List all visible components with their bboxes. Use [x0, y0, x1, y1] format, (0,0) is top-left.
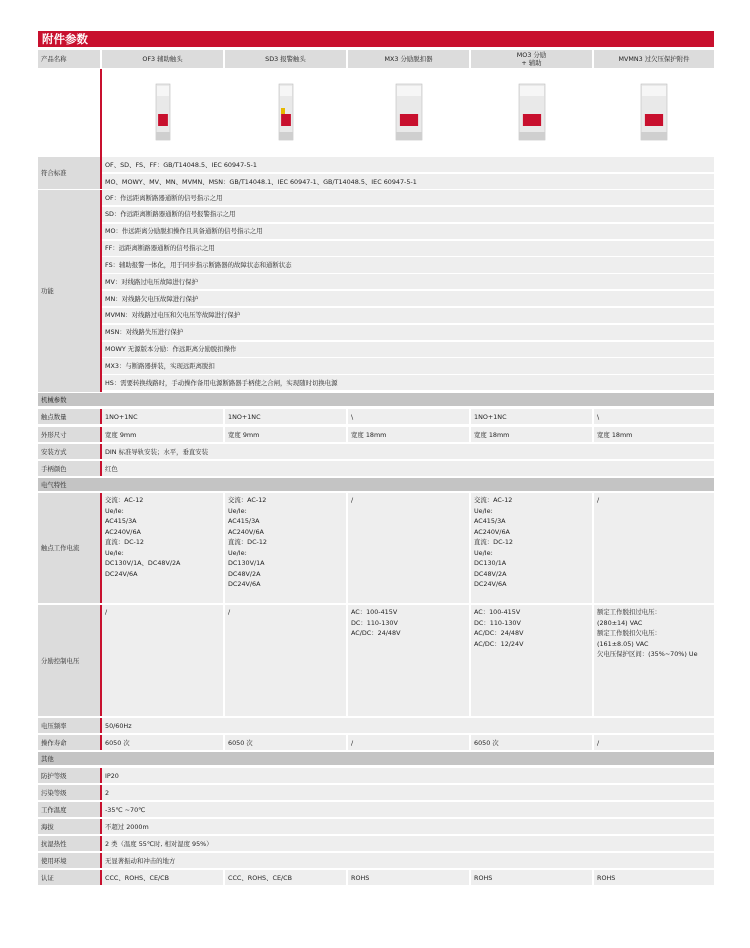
- value-cell: 宽度 9mm: [102, 427, 223, 442]
- value-cell: DIN 标准导轨安装；水平，垂直安装: [102, 444, 714, 459]
- row-label: 抗湿热性: [38, 836, 100, 851]
- product-name-header: MO3 分励 + 辅助: [471, 50, 592, 68]
- value-cell: 6050 次: [102, 735, 223, 750]
- module-device-image: [152, 80, 174, 146]
- contact-current-row: [38, 493, 714, 603]
- function-line: MOWY 无源版本分励：作远距离分励脱扣操作: [102, 342, 714, 357]
- standards-row: [38, 157, 714, 189]
- value-cell: /: [102, 605, 223, 716]
- other-section: [38, 752, 714, 765]
- contact-count-row: [38, 409, 714, 424]
- module-device-image: [275, 80, 297, 146]
- value-cell: /: [225, 605, 346, 716]
- function-line: SD：作远距离断路器通断的信号报警指示之用: [102, 207, 714, 222]
- value-cell: 1NO+1NC: [102, 409, 223, 424]
- function-row: [38, 190, 714, 392]
- value-cell: ROHS: [471, 870, 592, 885]
- product-name-header: MX3 分励脱扣器: [348, 50, 469, 68]
- mechanical-section: [38, 393, 714, 406]
- product-image: [594, 69, 714, 157]
- section-banner: [38, 31, 714, 47]
- row-label: 分励控制电压: [38, 605, 100, 716]
- row-label: 污染等级: [38, 785, 100, 800]
- function-line: FF：远距离断路器通断的信号指示之用: [102, 241, 714, 256]
- section-header: 机械参数: [38, 393, 714, 406]
- value-cell: 宽度 18mm: [471, 427, 592, 442]
- row-label: 操作寿命: [38, 735, 100, 750]
- row-label: 海拔: [38, 819, 100, 834]
- value-cell: 无显著振动和冲击的地方: [102, 853, 714, 868]
- value-cell: /: [594, 735, 714, 750]
- value-cell: IP20: [102, 768, 714, 783]
- product-image: [471, 69, 592, 157]
- value-cell: 额定工作脱扣过电压： (280±14) VAC 额定工作脱扣欠电压： (161±8.05) VAC 欠电压保护区间：(35%~70%) Ue: [594, 605, 714, 716]
- value-cell: /: [348, 493, 469, 603]
- row-label: 工作温度: [38, 802, 100, 817]
- function-line: HS：需要转换线路时，手动操作备用电源断路器手柄使之合闸，实现随时切换电源: [102, 375, 714, 390]
- image-label-blank: [38, 69, 100, 157]
- other-row: [38, 819, 714, 834]
- function-line: MO：作远距离分励脱扣操作且具备通断的信号指示之用: [102, 224, 714, 239]
- module-device-image: [392, 80, 426, 146]
- value-cell: /: [594, 493, 714, 603]
- value-cell: 2 类（温度 55℃时, 相对湿度 95%）: [102, 836, 714, 851]
- section-header: 其他: [38, 752, 714, 765]
- product-image: [225, 69, 346, 157]
- row-label: 使用环境: [38, 853, 100, 868]
- row-label: 符合标准: [38, 157, 100, 189]
- value-cell: 6050 次: [225, 735, 346, 750]
- row-label: 触点数量: [38, 409, 100, 424]
- value-cell: /: [348, 735, 469, 750]
- function-line: MVMN：对线路过电压和欠电压等故障进行保护: [102, 308, 714, 323]
- dimension-row: [38, 427, 714, 442]
- value-cell: 6050 次: [471, 735, 592, 750]
- function-line: MN：对线路欠电压故障进行保护: [102, 291, 714, 306]
- product-name-header: OF3 辅助触头: [102, 50, 223, 68]
- value-cell: ROHS: [594, 870, 714, 885]
- lifetime-row: [38, 735, 714, 750]
- value-cell: 交流：AC-12 Ue/Ie: AC415/3A AC240V/6A 直流：DC-12 Ue/Ie: DC130V/1A、DC48V/2A DC24V/6A: [102, 493, 223, 603]
- value-cell: 1NO+1NC: [471, 409, 592, 424]
- row-label: 手柄颜色: [38, 461, 100, 476]
- function-line: MV：对线路过电压故障进行保护: [102, 274, 714, 289]
- value-cell: AC：100-415V DC：110-130V AC/DC：24/48V AC/DC：12/24V: [471, 605, 592, 716]
- module-device-image: [637, 80, 671, 146]
- value-cell: 2: [102, 785, 714, 800]
- handle-color-row: [38, 461, 714, 476]
- value-cell: 红色: [102, 461, 714, 476]
- value-cell: 宽度 18mm: [348, 427, 469, 442]
- header-row: [38, 50, 714, 68]
- shunt-voltage-row: [38, 605, 714, 716]
- row-label: 认证: [38, 870, 100, 885]
- value-cell: \: [594, 409, 714, 424]
- section-header: 电气特性: [38, 478, 714, 491]
- certification-row: [38, 870, 714, 885]
- section-title: 附件参数: [42, 32, 88, 46]
- product-image: [102, 69, 223, 157]
- function-line: MSN：对线路失压进行保护: [102, 325, 714, 340]
- row-label: 防护等级: [38, 768, 100, 783]
- row-label: 电压频率: [38, 718, 100, 733]
- function-line: OF：作远距离断路器通断的信号指示之用: [102, 190, 714, 205]
- value-cell: -35℃ ~70℃: [102, 802, 714, 817]
- value-cell: AC：100-415V DC：110-130V AC/DC：24/48V: [348, 605, 469, 716]
- value-cell: 50/60Hz: [102, 718, 714, 733]
- function-line: FS：辅助报警一体化，用于同步指示断路器的故障状态和通断状态: [102, 257, 714, 272]
- row-label: 安装方式: [38, 444, 100, 459]
- product-name-header: MVMN3 过欠压保护附件: [594, 50, 714, 68]
- frequency-row: [38, 718, 714, 733]
- product-name-header: SD3 报警触头: [225, 50, 346, 68]
- module-device-image: [515, 80, 549, 146]
- value-cell: ROHS: [348, 870, 469, 885]
- other-row: [38, 802, 714, 817]
- other-row: [38, 768, 714, 783]
- row-label: 触点工作电流: [38, 493, 100, 603]
- value-cell: CCC、ROHS、CE/CB: [225, 870, 346, 885]
- value-cell: CCC、ROHS、CE/CB: [102, 870, 223, 885]
- electrical-section: [38, 478, 714, 491]
- value-cell: 宽度 9mm: [225, 427, 346, 442]
- value-cell: 不超过 2000m: [102, 819, 714, 834]
- product-image: [348, 69, 469, 157]
- standard-line: OF、SD、FS、FF：GB/T14048.5、IEC 60947-5-1: [102, 157, 714, 172]
- product-image-row: [38, 69, 714, 157]
- value-cell: 宽度 18mm: [594, 427, 714, 442]
- row-label: 产品名称: [38, 50, 100, 68]
- row-label: 外形尺寸: [38, 427, 100, 442]
- value-cell: 1NO+1NC: [225, 409, 346, 424]
- other-row: [38, 785, 714, 800]
- value-cell: 交流：AC-12 Ue/Ie: AC415/3A AC240V/6A 直流：DC-12 Ue/Ie: DC130/1A DC48V/2A DC24V/6A: [471, 493, 592, 603]
- value-cell: \: [348, 409, 469, 424]
- value-cell: 交流：AC-12 Ue/Ie: AC415/3A AC240V/6A 直流：DC-12 Ue/Ie: DC130V/1A DC48V/2A DC24V/6A: [225, 493, 346, 603]
- standard-line: MO、MOWY、MV、MN、MVMN、MSN：GB/T14048.1、IEC 60947-1、GB/T14048.5、IEC 60947-5-1: [102, 174, 714, 189]
- other-row: [38, 853, 714, 868]
- other-row: [38, 836, 714, 851]
- row-label: 功能: [38, 190, 100, 392]
- mounting-row: [38, 444, 714, 459]
- function-line: MX3：与断路器拼装，实现远距离脱扣: [102, 358, 714, 373]
